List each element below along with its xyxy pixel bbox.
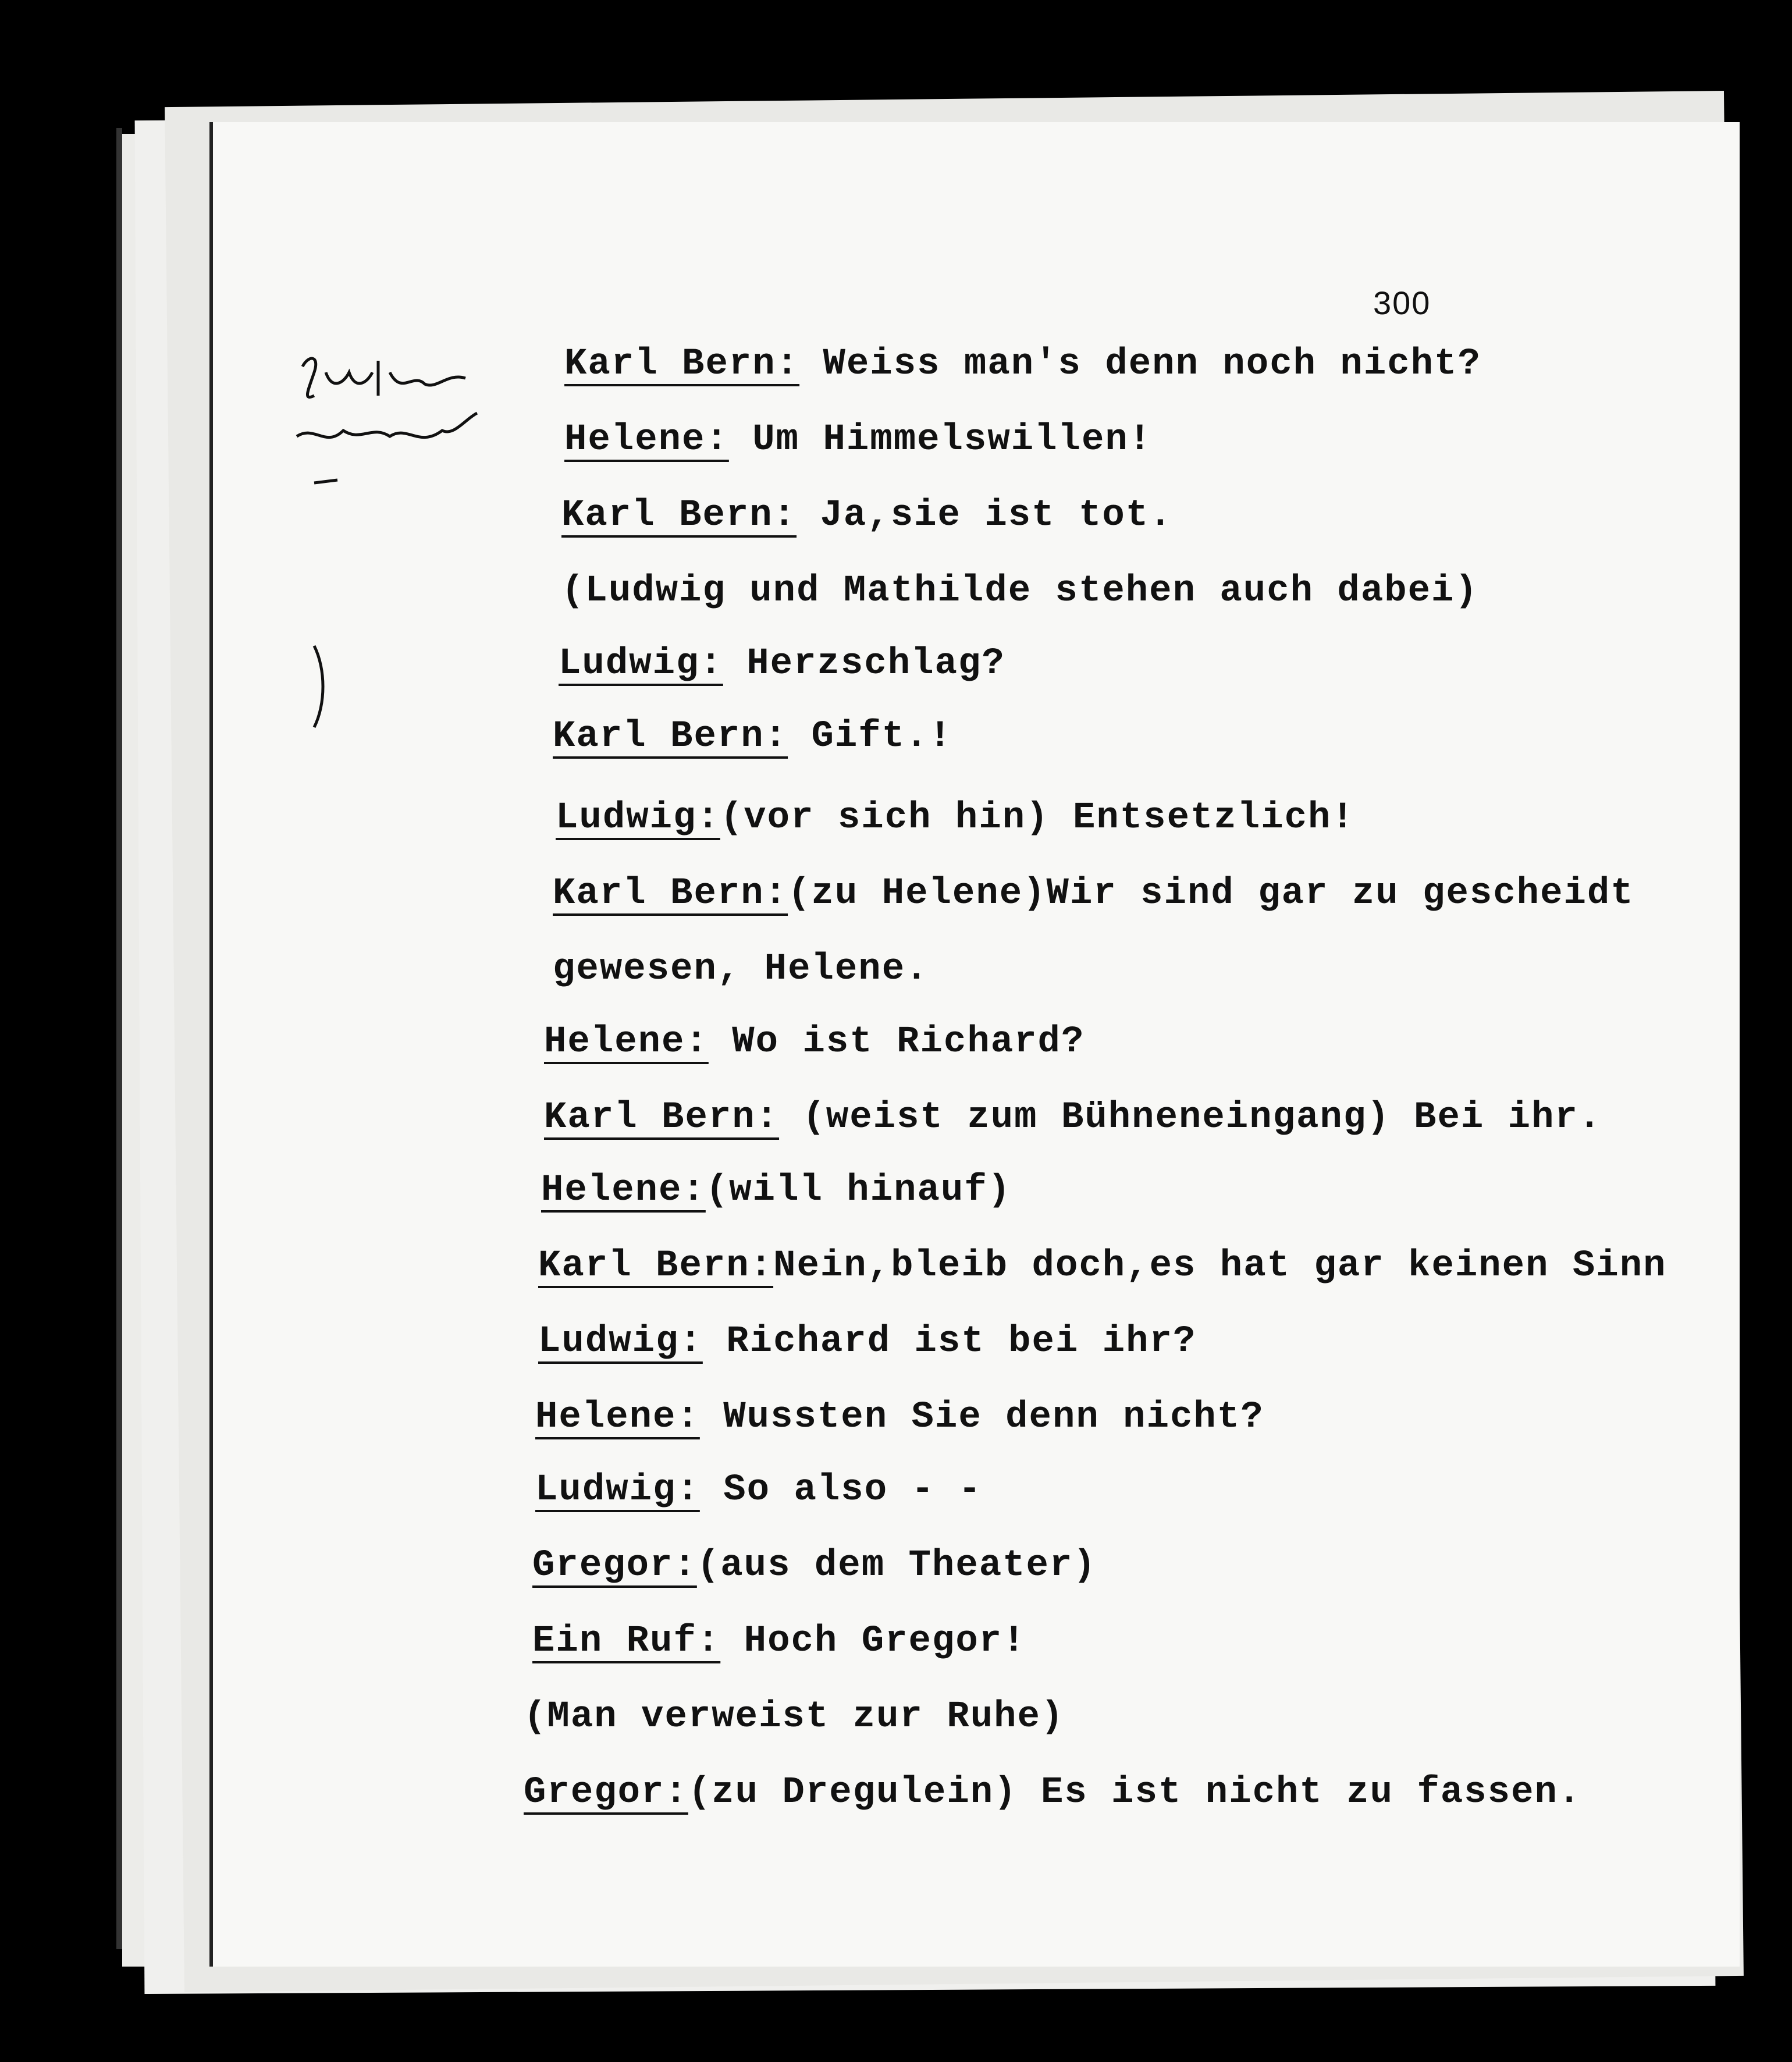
dialogue-line: Ludwig: So also - - — [535, 1469, 982, 1511]
dialogue-line: Gregor:(zu Dregulein) Es ist nicht zu fassen. — [524, 1772, 1582, 1814]
dialogue-line: Helene: Wussten Sie denn nicht? — [535, 1396, 1264, 1438]
dialogue-line: Helene: Um Himmelswillen! — [564, 419, 1153, 461]
dialogue-line: Karl Bern:(zu Helene)Wir sind gar zu gescheidt — [553, 873, 1634, 915]
dialogue-line: Ludwig:(vor sich hin) Entsetzlich! — [556, 797, 1355, 839]
dialogue-line: Karl Bern: Weiss man's denn noch nicht? — [564, 343, 1481, 385]
dialogue-line: Karl Bern:Nein,bleib doch,es hat gar keinen Sinn — [538, 1245, 1667, 1287]
handwritten-margin-note — [291, 349, 483, 500]
dialogue-line: Karl Bern: (weist zum Bühneneingang) Bei ihr. — [544, 1097, 1602, 1139]
dialogue-line: Karl Bern: Ja,sie ist tot. — [561, 495, 1173, 536]
stage-direction: (Ludwig und Mathilde stehen auch dabei) — [561, 570, 1478, 612]
dialogue-line: Helene:(will hinauf) — [541, 1169, 1012, 1211]
dialogue-line: gewesen, Helene. — [553, 948, 929, 990]
margin-bracket — [308, 640, 332, 733]
scan-border — [58, 128, 80, 1978]
dialogue-line: Ludwig: Richard ist bei ihr? — [538, 1321, 1197, 1363]
page-edge — [116, 128, 122, 1949]
stage-direction: (Man verweist zur Ruhe) — [524, 1696, 1065, 1738]
dialogue-line: Gregor:(aus dem Theater) — [532, 1545, 1097, 1587]
dialogue-line: Karl Bern: Gift.! — [553, 716, 952, 758]
dialogue-line: Helene: Wo ist Richard? — [544, 1021, 1085, 1063]
dialogue-line: Ludwig: Herzschlag? — [559, 643, 1005, 685]
page-number: 300 — [1373, 285, 1431, 321]
dialogue-line: Ein Ruf: Hoch Gregor! — [532, 1620, 1026, 1662]
